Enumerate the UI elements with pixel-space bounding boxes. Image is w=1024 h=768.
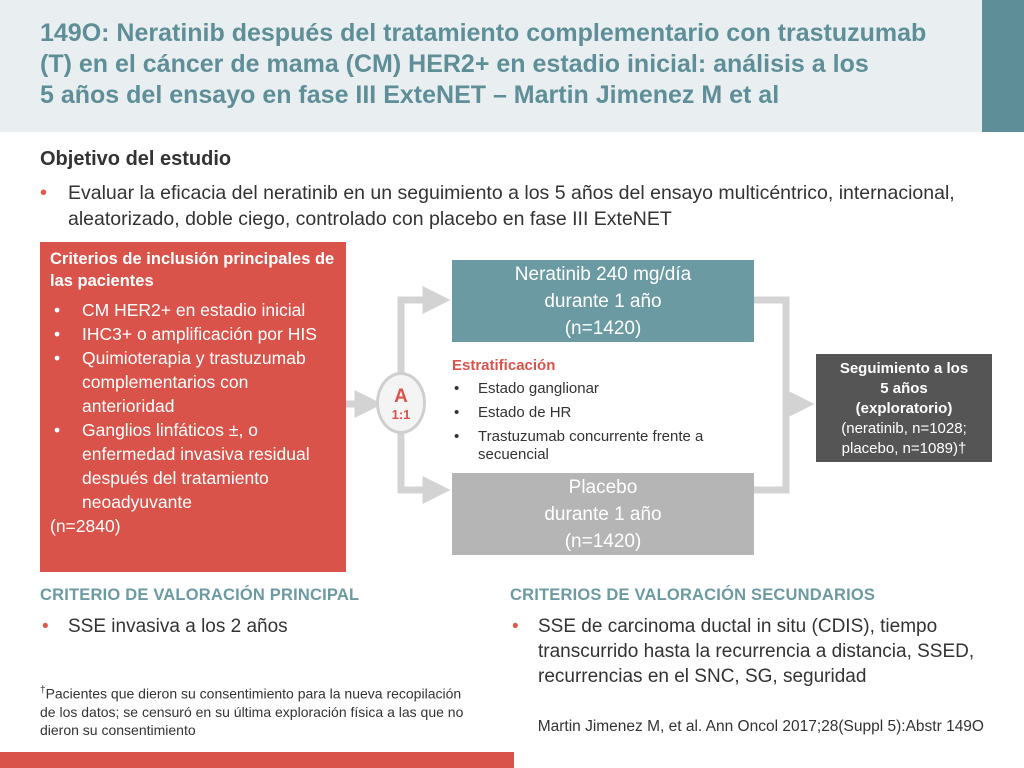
footnote — [40, 682, 480, 739]
bullet-icon: • — [454, 380, 460, 397]
inclusion-sample-size: (n=2840) — [50, 516, 121, 536]
neratinib-arm-box — [452, 260, 754, 342]
title-line: 5 años del ensayo en fase III ExteNET – Martin Jimenez M et al — [40, 81, 780, 109]
stratification-title: Estratificación — [452, 357, 556, 374]
followup-line: (exploratorio) — [855, 400, 953, 417]
arm-line: durante 1 año — [544, 291, 662, 312]
bullet-icon: • — [54, 300, 61, 320]
stratification-item-text: Estado de HR — [478, 404, 572, 421]
bullet-icon: • — [454, 404, 460, 421]
inclusion-item-text: CM HER2+ en estadio inicial — [82, 300, 306, 320]
followup-box — [816, 354, 992, 462]
footnote-text: Pacientes que dieron su consentimiento para la nueva recopilación de los datos; se censuró en su última exploración física a las que no dieron su consentimiento — [40, 685, 464, 738]
arm-line: (n=1420) — [564, 531, 642, 552]
stratification-item-text: Trastuzumab concurrente frente a secuencial — [478, 428, 704, 463]
objective-heading: Objetivo del estudio — [40, 148, 232, 170]
followup-line: placebo, n=1089)† — [841, 440, 967, 457]
bullet-icon: • — [42, 616, 49, 637]
bullet-icon: • — [40, 182, 48, 204]
randomization-label: A — [394, 386, 408, 407]
primary-endpoint-item — [40, 614, 460, 639]
randomization-ratio: 1:1 — [391, 407, 411, 422]
arm-line: Placebo — [568, 477, 638, 498]
footnote-mark: † — [40, 685, 46, 696]
secondary-endpoints-item — [510, 614, 990, 689]
primary-endpoint-text: SSE invasiva a los 2 años — [68, 616, 288, 637]
followup-line: Seguimiento a los — [839, 360, 969, 377]
inclusion-item-text: IHC3+ o amplificación por HIS — [82, 324, 317, 344]
stratification-item-text: Estado ganglionar — [478, 380, 599, 397]
title-line: 149O: Neratinib después del tratamiento complementario con trastuzumab — [40, 19, 927, 47]
bottom-accent-bar — [0, 752, 514, 768]
bullet-icon: • — [54, 348, 61, 368]
inclusion-item-text: Quimioterapia y trastuzumab complementarios con anterioridad — [82, 348, 306, 416]
placebo-arm-box — [452, 473, 754, 555]
objective-text: Evaluar la eficacia del neratinib en un seguimiento a los 5 años del ensayo multicéntrico, internacional, aleatorizado, doble ciego, controlado con placebo en fase III ExteNET — [68, 182, 955, 230]
bullet-icon: • — [512, 616, 519, 637]
secondary-endpoints-heading: CRITERIOS DE VALORACIÓN SECUNDARIOS — [510, 586, 876, 604]
bullet-icon: • — [54, 324, 61, 344]
followup-line: 5 años — [880, 380, 928, 397]
inclusion-item-text: Ganglios linfáticos ±, o enfermedad invasiva residual después del tratamiento neoadyuvante — [82, 420, 310, 512]
bullet-icon: • — [454, 428, 460, 445]
merge-connector — [754, 300, 786, 490]
stratification-block — [452, 356, 752, 470]
randomization-circle — [376, 372, 426, 434]
list-item — [452, 428, 752, 464]
followup-line: (neratinib, n=1028; — [841, 420, 967, 437]
inclusion-title: Criterios de inclusión principales de las pacientes — [50, 250, 335, 290]
bullet-icon: • — [54, 420, 61, 440]
list-item — [452, 380, 752, 398]
arm-line: durante 1 año — [544, 504, 662, 525]
citation: Martin Jimenez M, et al. Ann Oncol 2017;28(Suppl 5):Abstr 149O — [537, 718, 984, 735]
arm-line: Neratinib 240 mg/día — [514, 264, 692, 285]
primary-endpoint-heading: CRITERIO DE VALORACIÓN PRINCIPAL — [40, 586, 360, 604]
arm-line: (n=1420) — [564, 318, 642, 339]
title-line: (T) en el cáncer de mama (CM) HER2+ en estadio inicial: análisis a los — [40, 50, 869, 78]
stratification-list — [452, 380, 752, 464]
list-item — [452, 404, 752, 422]
secondary-endpoints-text: SSE de carcinoma ductal in situ (CDIS), tiempo transcurrido hasta la recurrencia a distancia, SSED, recurrencias en el SNC, SG, seguridad — [538, 616, 975, 687]
